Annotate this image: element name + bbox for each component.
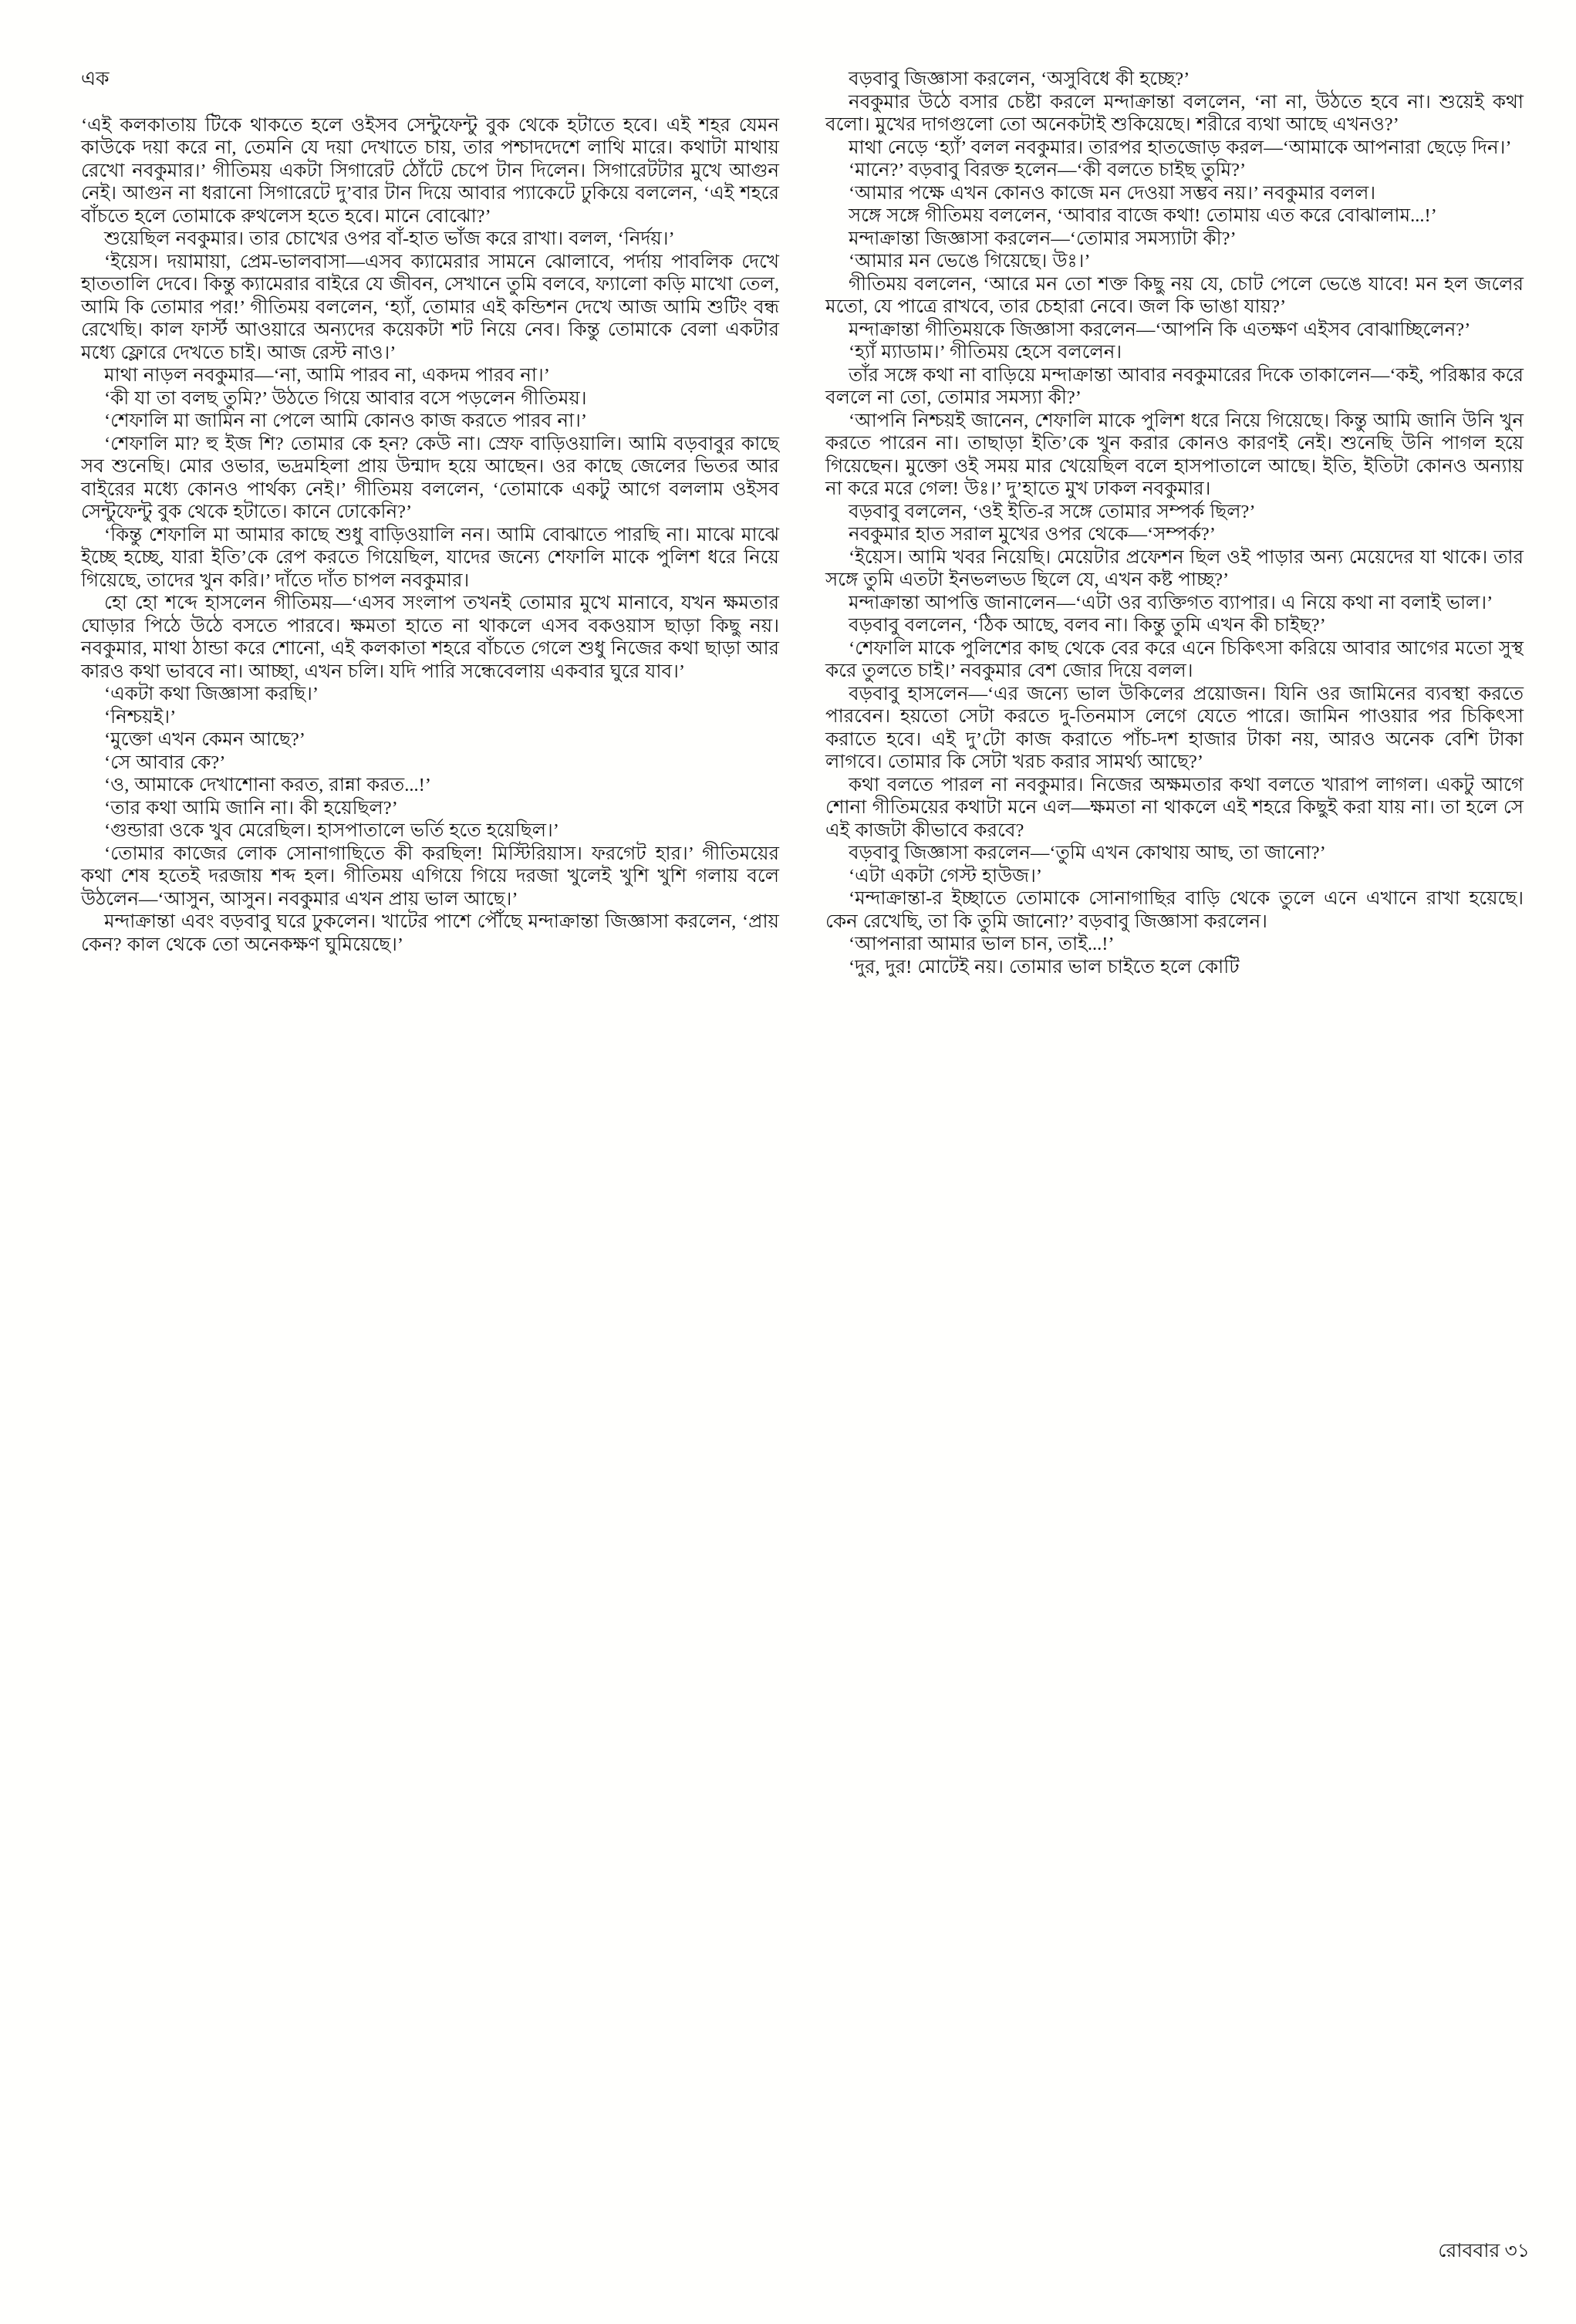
paragraph: ‘শেফালি মা জামিন না পেলে আমি কোনও কাজ করতে পারব না।’ — [104, 410, 588, 431]
paragraph: নবকুমার হাত সরাল মুখের ওপর থেকে—‘সম্পর্ক?’ — [849, 524, 1216, 545]
paragraph: ‘এই কলকাতায় টিকে থাকতে হলে ওইসব সেন্টুফেন্টু বুক থেকে হটাতে হবে। এই শহর যেমন কাউকে দয়া করে না, তেমনি যে দয়া দেখাতে চায়, তার পশ্চাদদেশে লাথি মারে। কথাটা মাথায় রেখো নবকুমার।’ গীতিময় একটা সিগারেট ঠোঁটে চেপে টান দিলেন। সিগারেটটার মুখে আগুন নেই। আগুন না ধরানো সিগারেটে দু’বার টান দিয়ে আবার প্যাকেটে ঢুকিয়ে বললেন, ‘এই শহরে বাঁচতে হলে তোমাকে রুথলেস হতে হবে। মানে বোঝো?’ — [81, 114, 779, 227]
paragraph: ‘কিন্তু শেফালি মা আমার কাছে শুধু বাড়িওয়ালি নন। আমি বোঝাতে পারছি না। মাঝে মাঝে ইচ্ছে হচ্ছে, যারা ইতি’কে রেপ করতে গিয়েছিল, যাদের জন্যে শেফালি মাকে পুলিশ ধরে নিয়ে গিয়েছে, তাদের খুন করি।’ দাঁতে দাঁত চাপল নবকুমার। — [81, 524, 779, 591]
paragraph: বড়বাবু হাসলেন—‘এর জন্যে ভাল উকিলের প্রয়োজন। যিনি ওর জামিনের ব্যবস্থা করতে পারবেন। হয়তো সেটা করতে দু-তিনমাস লেগে যেতে পারে। জামিন পাওয়ার পর চিকিৎসা করাতে হবে। এই দু’টো কাজ করাতে পাঁচ-দশ হাজার টাকা নয়, আরও অনেক বেশি টাকা লাগবে। তোমার কি সেটা খরচ করার সামর্থ্য আছে?’ — [825, 683, 1524, 772]
paragraph: শুয়েছিল নবকুমার। তার চোখের ওপর বাঁ-হাত ভাঁজ করে রাখা। বলল, ‘নির্দয়।’ — [104, 228, 675, 249]
paragraph: মন্দাক্রান্তা জিজ্ঞাসা করলেন—‘তোমার সমস্যাটা কী?’ — [849, 228, 1237, 249]
paragraph: ‘তার কথা আমি জানি না। কী হয়েছিল?’ — [104, 797, 398, 819]
paragraph: মাথা নাড়ল নবকুমার—‘না, আমি পারব না, একদম পারব না।’ — [104, 365, 550, 386]
paragraph: ‘মুক্তো এখন কেমন আছে?’ — [104, 729, 305, 750]
paragraph: তাঁর সঙ্গে কথা না বাড়িয়ে মন্দাক্রান্তা আবার নবকুমারের দিকে তাকালেন—‘কই, পরিষ্কার করে বললে না তো, তোমার সমস্যা কী?’ — [825, 364, 1524, 408]
paragraph: ‘আপনি নিশ্চয়ই জানেন, শেফালি মাকে পুলিশ ধরে নিয়ে গিয়েছে। কিন্তু আমি জানি উনি খুন করতে পারেন না। তাছাড়া ইতি’কে খুন করার কোনও কারণই নেই। শুনেছি উনি পাগল হয়ে গিয়েছেন। মুক্তো ওই সময় মার খেয়েছিল বলে হাসপাতালে আছে। ইতি, ইতিটা কোনও অন্যায় না করে মরে গেল! উঃ।’ দু’হাতে মুখ ঢাকল নবকুমার। — [825, 410, 1524, 499]
paragraph: ‘এটা একটা গেস্ট হাউজ।’ — [849, 865, 1042, 887]
paragraph: ‘গুন্ডারা ওকে খুব মেরেছিল। হাসপাতালে ভর্তি হতে হয়েছিল।’ — [104, 820, 559, 841]
paragraph: বড়বাবু জিজ্ঞাসা করলেন, ‘অসুবিধে কী হচ্ছে?’ — [849, 69, 1190, 90]
left-column — [81, 68, 779, 978]
right-column-text — [825, 68, 1524, 978]
paragraph: ‘ইয়েস। আমি খবর নিয়েছি। মেয়েটার প্রফেশন ছিল ওই পাড়ার অন্য মেয়েদের যা থাকে। তার সঙ্গে তুমি এতটা ইনভলভড ছিলে যে, এখন কষ্ট পাচ্ছ?’ — [825, 546, 1524, 590]
paragraph: ‘ইয়েস। দয়ামায়া, প্রেম-ভালবাসা—এসব ক্যামেরার সামনে ঝোলাবে, পর্দায় পাবলিক দেখে হাততালি দেবে। কিন্তু ক্যামেরার বাইরে যে জীবন, সেখানে তুমি বলবে, ফ্যালো কড়ি মাখো তেল, আমি কি তোমার পর!’ গীতিময় বললেন, ‘হ্যাঁ, তোমার এই কন্ডিশন দেখে আজ আমি শুটিং বন্ধ রেখেছি। কাল ফার্স্ট আওয়ারে অন্যদের কয়েকটা শট নিয়ে নেব। কিন্তু তোমাকে বেলা একটার মধ্যে ফ্লোরে দেখতে চাই। আজ রেস্ট নাও।’ — [81, 251, 779, 363]
paragraph: নবকুমার উঠে বসার চেষ্টা করলে মন্দাক্রান্তা বললেন, ‘না না, উঠতে হবে না। শুয়েই কথা বলো। মুখের দাগগুলো তো অনেকটাই শুকিয়েছে। শরীরে ব্যথা আছে এখনও?’ — [825, 91, 1524, 135]
paragraph: মন্দাক্রান্তা গীতিময়কে জিজ্ঞাসা করলেন—‘আপনি কি এতক্ষণ এইসব বোঝাচ্ছিলেন?’ — [849, 319, 1471, 340]
paragraph: গীতিময় বললেন, ‘আরে মন তো শক্ত কিছু নয় যে, চোট পেলে ভেঙে যাবে! মন হল জলের মতো, যে পাত্রে রাখবে, তার চেহারা নেবে। জল কি ভাঙা যায়?’ — [825, 273, 1524, 317]
paragraph: কথা বলতে পারল না নবকুমার। নিজের অক্ষমতার কথা বলতে খারাপ লাগল। একটু আগে শোনা গীতিময়ের কথাটা মনে এল—ক্ষমতা না থাকলে এই শহরে কিছুই করা যায় না। তা হলে সে এই কাজটা কীভাবে করবে? — [825, 774, 1524, 841]
paragraph: ‘তোমার কাজের লোক সোনাগাছিতে কী করছিল! মিস্টিরিয়াস। ফরগেট হার।’ গীতিময়ের কথা শেষ হতেই দরজায় শব্দ হল। গীতিময় এগিয়ে গিয়ে দরজা খুলেই খুশি খুশি গলায় বলে উঠলেন—‘আসুন, আসুন। নবকুমার এখন প্রায় ভাল আছে।’ — [81, 843, 779, 910]
paragraph: মন্দাক্রান্তা আপত্তি জানালেন—‘এটা ওর ব্যক্তিগত ব্যাপার। এ নিয়ে কথা না বলাই ভাল।’ — [849, 592, 1493, 613]
text-area — [81, 68, 1524, 978]
chapter-heading: এক — [81, 69, 110, 90]
paragraph: মাথা নেড়ে ‘হ্যাঁ’ বলল নবকুমার। তারপর হাতজোড় করল—‘আমাকে আপনারা ছেড়ে দিন।’ — [849, 137, 1512, 158]
paragraph: ‘আমার পক্ষে এখন কোনও কাজে মন দেওয়া সম্ভব নয়।’ নবকুমার বলল। — [849, 182, 1376, 204]
paragraph: ‘শেফালি মা? হু ইজ শি? তোমার কে হন? কেউ না। স্রেফ বাড়িওয়ালি। আমি বড়বাবুর কাছে সব শুনেছি। মোর ওভার, ভদ্রমহিলা প্রায় উন্মাদ হয়ে আছেন। ওর কাছে জেলের ভিতর আর বাইরের মধ্যে কোনও পার্থক্য নেই।’ গীতিময় বললেন, ‘তোমাকে একটু আগে বললাম ওইসব সেন্টুফেন্টু বুক থেকে হটাতে। কানে ঢোকেনি?’ — [81, 433, 779, 522]
paragraph: ‘আমার মন ভেঙে গিয়েছে। উঃ।’ — [849, 251, 1091, 272]
paragraph: মন্দাক্রান্তা এবং বড়বাবু ঘরে ঢুকলেন। খাটের পাশে পৌঁছে মন্দাক্রান্তা জিজ্ঞাসা করলেন, ‘প্রায় কেন? কাল থেকে তো অনেকক্ষণ ঘুমিয়েছে।’ — [81, 911, 779, 955]
right-column — [825, 68, 1524, 978]
paragraph: ‘দুর, দুর! মোটেই নয়। তোমার ভাল চাইতে হলে কোটি — [849, 956, 1240, 978]
paragraph: ‘মানে?’ বড়বাবু বিরক্ত হলেন—‘কী বলতে চাইছ তুমি?’ — [849, 160, 1247, 181]
paragraph: ‘একটা কথা জিজ্ঞাসা করছি।’ — [104, 684, 319, 704]
paragraph: ‘হ্যাঁ ম্যাডাম।’ গীতিময় হেসে বললেন। — [849, 342, 1122, 363]
paragraph: ‘কী যা তা বলছ তুমি?’ উঠতে গিয়ে আবার বসে পড়লেন গীতিময়। — [104, 387, 587, 409]
paragraph: বড়বাবু বললেন, ‘ঠিক আছে, বলব না। কিন্তু তুমি এখন কী চাইছ?’ — [849, 615, 1326, 636]
paragraph: ‘শেফালি মাকে পুলিশের কাছ থেকে বের করে এনে চিকিৎসা করিয়ে আবার আগের মতো সুস্থ করে তুলতে চাই।’ নবকুমার বেশ জোর দিয়ে বলল। — [825, 637, 1524, 681]
paragraph: হো হো শব্দে হাসলেন গীতিময়—‘এসব সংলাপ তখনই তোমার মুখে মানাবে, যখন ক্ষমতার ঘোড়ার পিঠে উঠে বসতে পারবে। ক্ষমতা হাতে না থাকলে এসব বকওয়াস ছাড়া কিছু নয়। নবকুমার, মাথা ঠান্ডা করে শোনো, এই কলকাতা শহরে বাঁচতে গেলে শুধু নিজের কথা ছাড়া আর কারও কথা ভাববে না। আচ্ছা, এখন চলি। যদি পারি সন্ধেবেলায় একবার ঘুরে যাব।’ — [81, 593, 779, 682]
page-footer — [1438, 2235, 1530, 2268]
paragraph: বড়বাবু বললেন, ‘ওই ইতি-র সঙ্গে তোমার সম্পর্ক ছিল?’ — [849, 501, 1256, 522]
left-column-text — [81, 114, 779, 957]
paragraph: ‘নিশ্চয়ই।’ — [104, 706, 177, 728]
paragraph: বড়বাবু জিজ্ঞাসা করলেন—‘তুমি এখন কোথায় আছ, তা জানো?’ — [849, 843, 1326, 863]
paragraph: ‘ও, আমাকে দেখাশোনা করত, রান্না করত...!’ — [104, 775, 431, 795]
paragraph: সঙ্গে সঙ্গে গীতিময় বললেন, ‘আবার বাজে কথা! তোমায় এত করে বোঝালাম...!’ — [849, 205, 1437, 226]
paragraph: ‘আপনারা আমার ভাল চান, তাই...!’ — [849, 934, 1115, 954]
paragraph: ‘সে আবার কে?’ — [104, 752, 226, 773]
paragraph: ‘মন্দাক্রান্তা-র ইচ্ছাতে তোমাকে সোনাগাছির বাড়ি থেকে তুলে এনে এখানে রাখা হয়েছে। কেন রেখেছি, তা কি তুমি জানো?’ বড়বাবু জিজ্ঞাসা করলেন। — [825, 888, 1524, 932]
footer-text: রোববার ৩১ — [1438, 2241, 1530, 2262]
